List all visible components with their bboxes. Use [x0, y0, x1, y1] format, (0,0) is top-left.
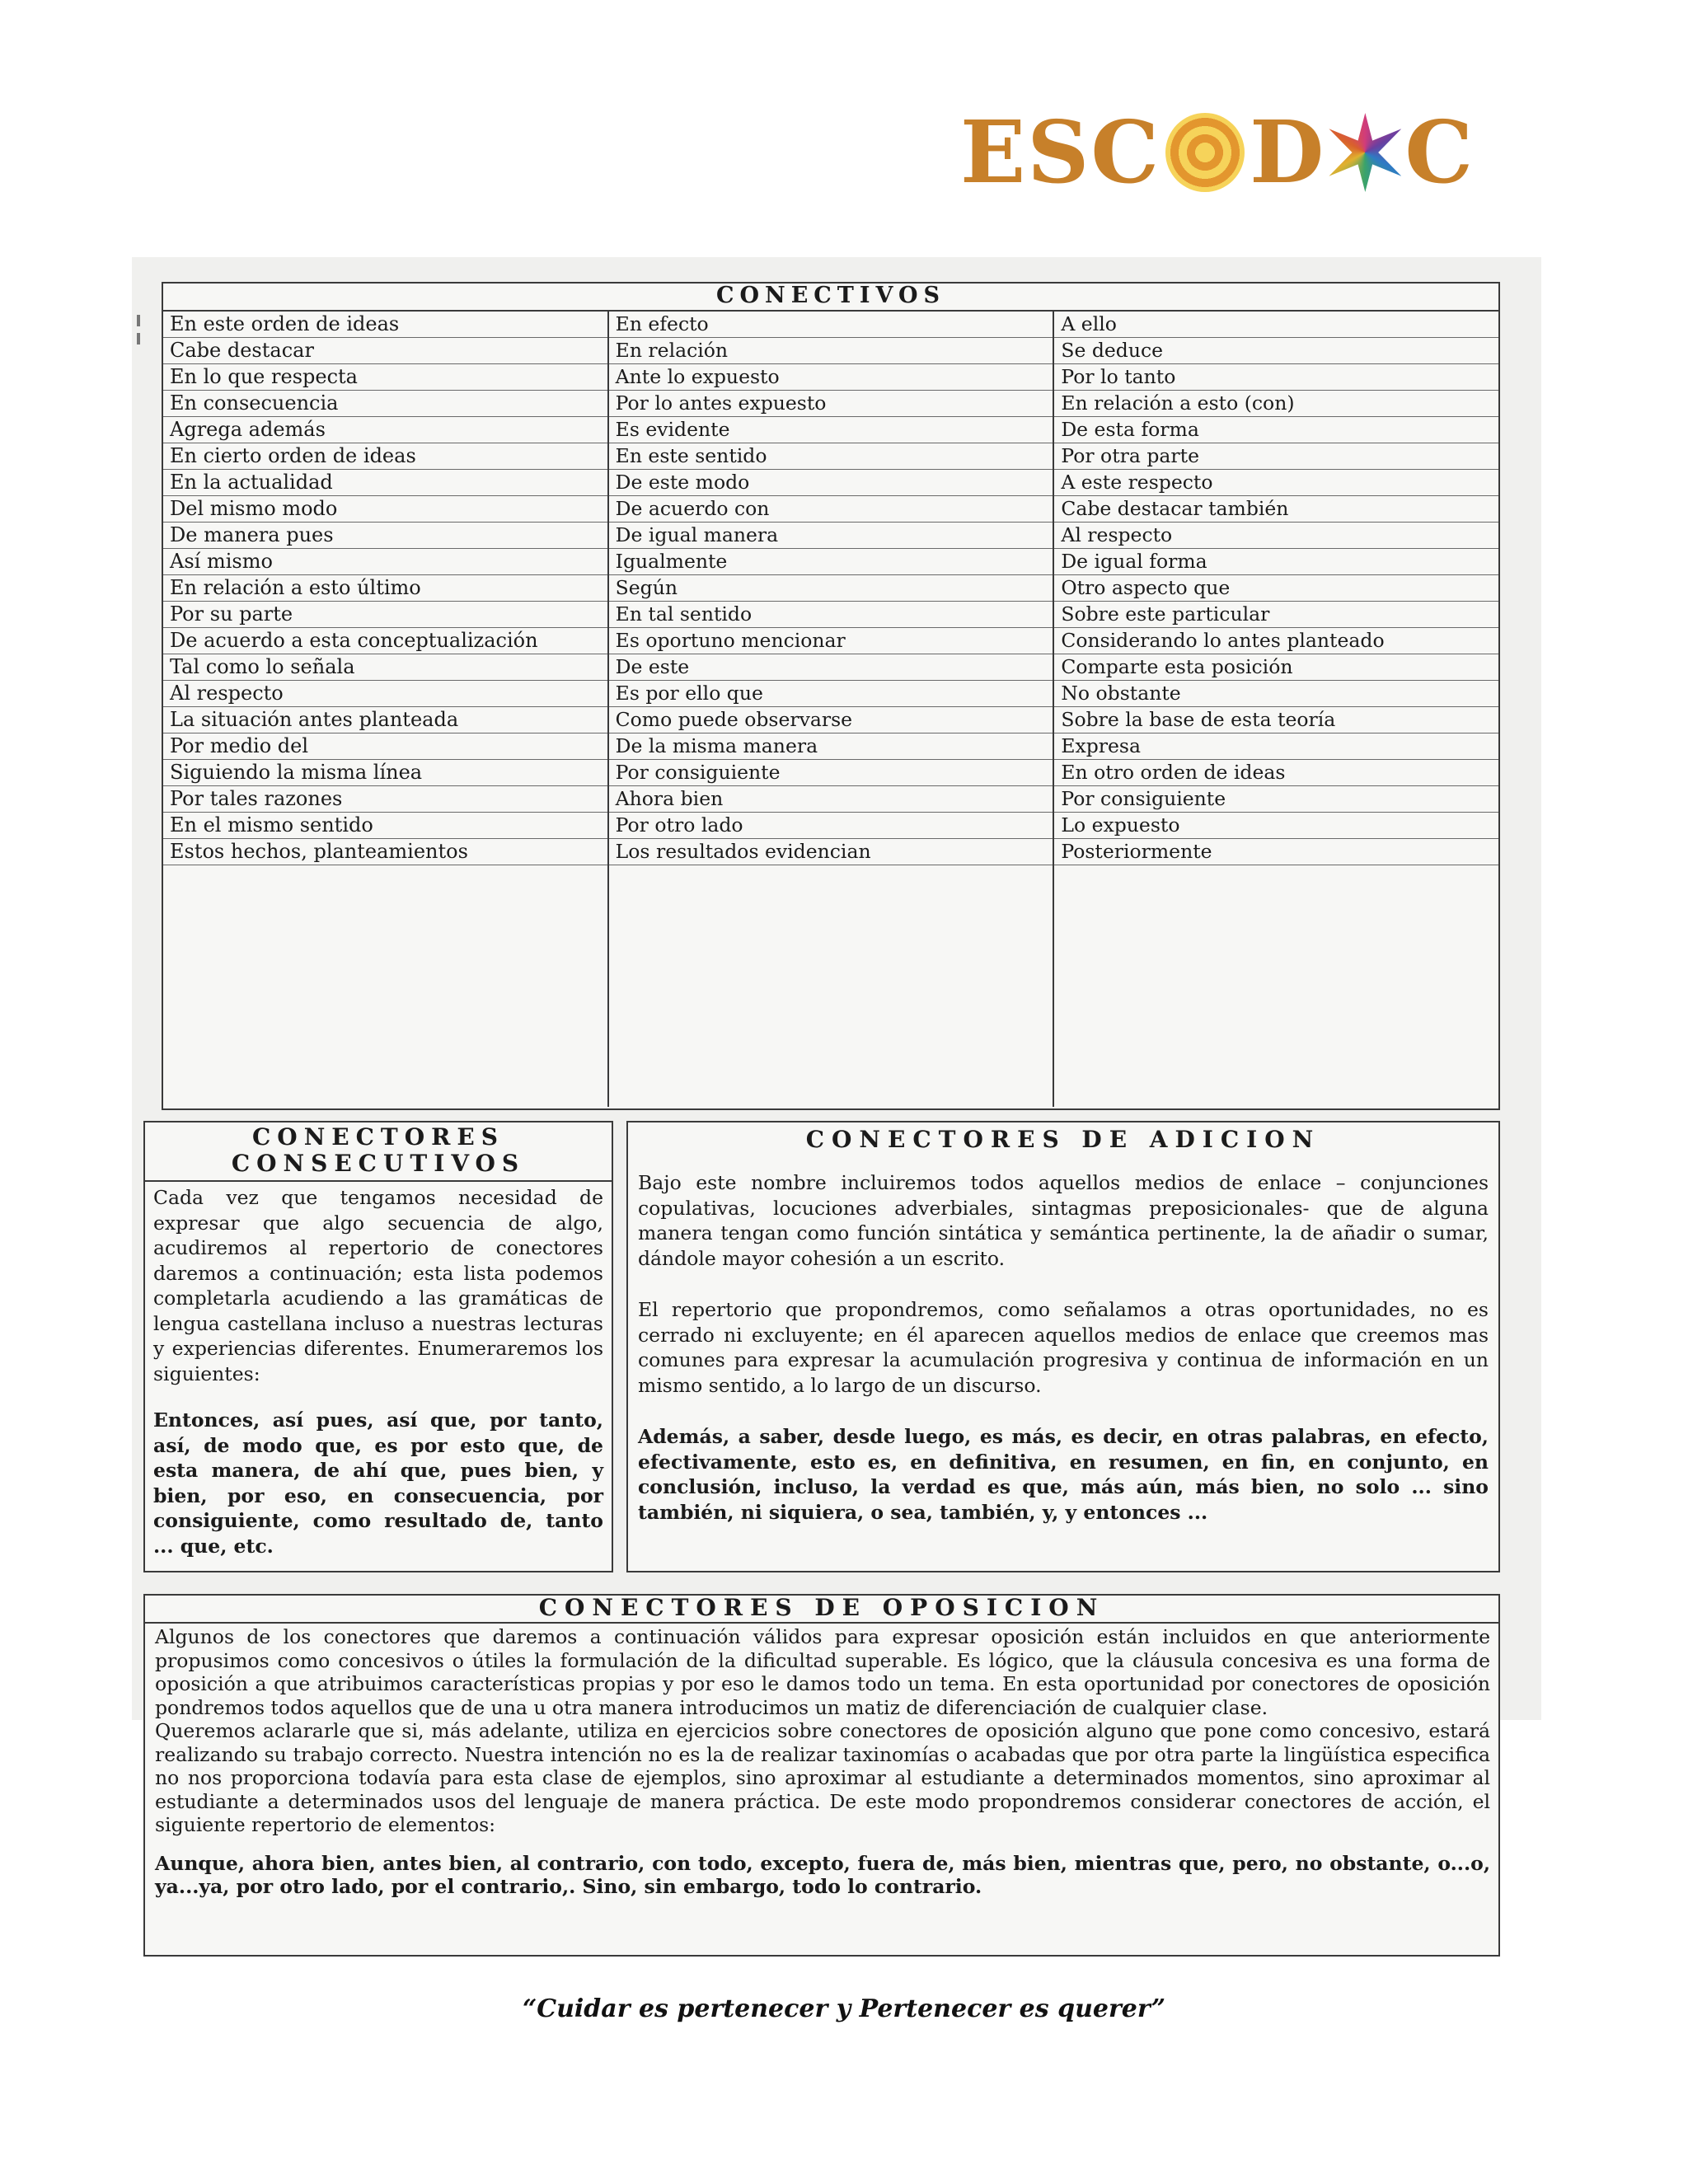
conectivo-item: Sobre la base de esta teoría	[1054, 707, 1498, 733]
conectivos-column-3	[1054, 312, 1498, 1107]
conectivo-item: En lo que respecta	[163, 364, 607, 391]
logo-swirl-o-icon	[1165, 113, 1245, 192]
adicion-paragraph-1: Bajo este nombre incluiremos todos aquellos medios de enlace – conjunciones copulativas, locuciones adverbiales, sintagmas preposicionales- que de alguna manera tengan como función sintática y semántica pertinente, la de añadir o sumar, dándole mayor cohesión a un escrito.	[638, 1171, 1489, 1270]
conectivos-title: CONECTIVOS	[163, 284, 1498, 312]
oposicion-title: CONECTORES DE OPOSICION	[145, 1596, 1498, 1624]
conectivo-item: De este	[609, 654, 1053, 681]
conectivo-item: De acuerdo con	[609, 496, 1053, 523]
scanned-sheet	[132, 257, 1541, 1898]
conectivo-item: Es por ello que	[609, 681, 1053, 707]
consecutivos-paragraph: Cada vez que tengamos necesidad de expresar que algo secuencia de algo, acudiremos al repertorio de conectores daremos a continuación; esta lista podemos completarla acudiendo a las gramáticas de lengua castellana incluso a nuestras lecturas y experiencias diferentes. Enumeraremos los siguientes:	[153, 1186, 603, 1385]
conectivos-columns	[163, 312, 1498, 1107]
conectivo-item: En tal sentido	[609, 602, 1053, 628]
conectivo-item: Como puede observarse	[609, 707, 1053, 733]
conectivo-item: La situación antes planteada	[163, 707, 607, 733]
conectivo-item: En relación a esto (con)	[1054, 391, 1498, 417]
conectivo-item: Así mismo	[163, 549, 607, 575]
conectivo-item: De acuerdo a esta conceptualización	[163, 628, 607, 654]
consecutivos-title	[145, 1122, 612, 1182]
conectivo-item: En este orden de ideas	[163, 312, 607, 338]
conectivo-item: En cierto orden de ideas	[163, 443, 607, 470]
consecutivos-title-line-2: CONSECUTIVOS	[231, 1150, 526, 1177]
adicion-title: CONECTORES DE ADICION	[805, 1126, 1321, 1153]
conectivos-table	[162, 282, 1500, 1110]
conectivo-item: De la misma manera	[609, 733, 1053, 760]
conectivo-item: Es evidente	[609, 417, 1053, 443]
scan-mark	[137, 333, 140, 344]
conectivo-item: En la actualidad	[163, 470, 607, 496]
conectivo-item: Ahora bien	[609, 786, 1053, 813]
conectivo-item: Del mismo modo	[163, 496, 607, 523]
conectivo-item: Por su parte	[163, 602, 607, 628]
conectivo-item: Agrega además	[163, 417, 607, 443]
conectivo-item: Cabe destacar	[163, 338, 607, 364]
conectivo-item: Por lo antes expuesto	[609, 391, 1053, 417]
conectivo-item: Por otra parte	[1054, 443, 1498, 470]
adicion-body	[628, 1164, 1498, 1525]
conectivo-item: Por medio del	[163, 733, 607, 760]
conectivo-item: Lo expuesto	[1054, 813, 1498, 839]
conectivos-column-1	[163, 312, 609, 1107]
logo-text-esc: ESC	[960, 101, 1161, 203]
conectivo-item: De igual manera	[609, 523, 1053, 549]
conectivo-item: De este modo	[609, 470, 1053, 496]
conectivo-item: En el mismo sentido	[163, 813, 607, 839]
conectores-consecutivos-box	[143, 1121, 613, 1572]
oposicion-list: Aunque, ahora bien, antes bien, al contrario, con todo, excepto, fuera de, más bien, mientras que, pero, no obstante, o...o, ya...ya, por otro lado, por el contrario,. Sino, sin embargo, todo lo contrario.	[155, 1851, 1490, 1898]
conectivos-column-2	[609, 312, 1055, 1107]
conectivo-item: Al respecto	[163, 681, 607, 707]
conectivo-item: Otro aspecto que	[1054, 575, 1498, 602]
conectivo-item: Al respecto	[1054, 523, 1498, 549]
consecutivos-body	[145, 1182, 612, 1558]
conectivo-item: En relación a esto último	[163, 575, 607, 602]
footer-motto: “Cuidar es pertenecer y Pertenecer es querer”	[522, 1994, 1166, 2023]
conectivo-item: Por consiguiente	[609, 760, 1053, 786]
conectivo-item: Tal como lo señala	[163, 654, 607, 681]
conectivo-item: En relación	[609, 338, 1053, 364]
conectivo-item: Ante lo expuesto	[609, 364, 1053, 391]
adicion-paragraph-2: El repertorio que propondremos, como señalamos a otras oportunidades, no es cerrado ni excluyente; en él aparecen aquellos medios de enlace que creemos mas comunes para expresar la acumulación progresiva y continua de información en un mismo sentido, a lo largo de un discurso.	[638, 1298, 1489, 1397]
conectivo-item: Considerando lo antes planteado	[1054, 628, 1498, 654]
oposicion-paragraph-2: Queremos aclararle que si, más adelante, utiliza en ejercicios sobre conectores de oposición alguno que pone como concesivo, estará realizando su trabajo correcto. Nuestra intención no es la de realizar taxinomías o acabadas que por otra parte la lingüística especifica no nos proporciona todavía para esta clase de ejemplos, sino aproximar al estudiante a determinados momentos, sino aproximar al estudiante a determinados usos del lenguaje de manera práctica. De este modo propondremos considerar conectores de acción, el siguiente repertorio de elementos:	[155, 1719, 1490, 1836]
conectivo-item: Igualmente	[609, 549, 1053, 575]
conectivo-item: Por lo tanto	[1054, 364, 1498, 391]
conectivo-item: Los resultados evidencian	[609, 839, 1053, 865]
conectivo-item: No obstante	[1054, 681, 1498, 707]
consecutivos-title-line-1: CONECTORES	[252, 1123, 504, 1151]
scan-mark	[137, 315, 140, 326]
conectivo-item: A este respecto	[1054, 470, 1498, 496]
logo-text-d: D	[1250, 101, 1326, 203]
conectivo-item: Siguiendo la misma línea	[163, 760, 607, 786]
conectivo-item: Es oportuno mencionar	[609, 628, 1053, 654]
conectores-oposicion-box	[143, 1594, 1500, 1957]
conectivo-item: Cabe destacar también	[1054, 496, 1498, 523]
conectivo-item: Se deduce	[1054, 338, 1498, 364]
conectivo-item: Por otro lado	[609, 813, 1053, 839]
conectivo-item: Expresa	[1054, 733, 1498, 760]
adicion-list: Además, a saber, desde luego, es más, es decir, en otras palabras, en efecto, efectivamente, esto es, en definitiva, en resumen, en fin, en conjunto, en conclusión, incluso, la verdad es que, más aún, más bien, no solo ... sino también, ni siquiera, o sea, también, y, y entonces ...	[638, 1425, 1489, 1524]
conectores-adicion-box	[626, 1121, 1500, 1572]
consecutivos-list: Entonces, así pues, así que, por tanto, así, de modo que, es por esto que, de esta manera, de ahí que, pues bien, y bien, por eso, en consecuencia, por consiguiente, como resultado de, tanto ... que, etc.	[153, 1408, 603, 1558]
oposicion-body	[145, 1624, 1498, 1899]
conectivo-item: Estos hechos, planteamientos	[163, 839, 607, 865]
conectivo-item: De manera pues	[163, 523, 607, 549]
conectivo-item: En efecto	[609, 312, 1053, 338]
conectivo-item: Por tales razones	[163, 786, 607, 813]
logo-burst-o-icon	[1329, 113, 1401, 192]
conectivo-item: En otro orden de ideas	[1054, 760, 1498, 786]
conectivo-item: Sobre este particular	[1054, 602, 1498, 628]
conectivo-item: A ello	[1054, 312, 1498, 338]
escodoc-logo	[960, 101, 1475, 203]
conectivo-item: Comparte esta posición	[1054, 654, 1498, 681]
conectivo-item: De igual forma	[1054, 549, 1498, 575]
conectivo-item: En este sentido	[609, 443, 1053, 470]
conectivo-item: Por consiguiente	[1054, 786, 1498, 813]
conectivo-item: Según	[609, 575, 1053, 602]
oposicion-paragraph-1: Algunos de los conectores que daremos a continuación válidos para expresar oposición están incluidos en que anteriormente propusimos como concesivos o útiles la formulación de la dificultad superable. Es lógico, que la cláusula concesiva es una forma de oposición a que atribuimos características propias y por eso le damos todo un tema. En esta oportunidad por conectores de oposición pondremos todos aquellos que de una u otra manera introducimos un matiz de diferenciación de cualquier clase.	[155, 1625, 1490, 1719]
logo-text-c: C	[1404, 101, 1475, 203]
conectivo-item: En consecuencia	[163, 391, 607, 417]
conectivo-item: Posteriormente	[1054, 839, 1498, 865]
conectivo-item: De esta forma	[1054, 417, 1498, 443]
